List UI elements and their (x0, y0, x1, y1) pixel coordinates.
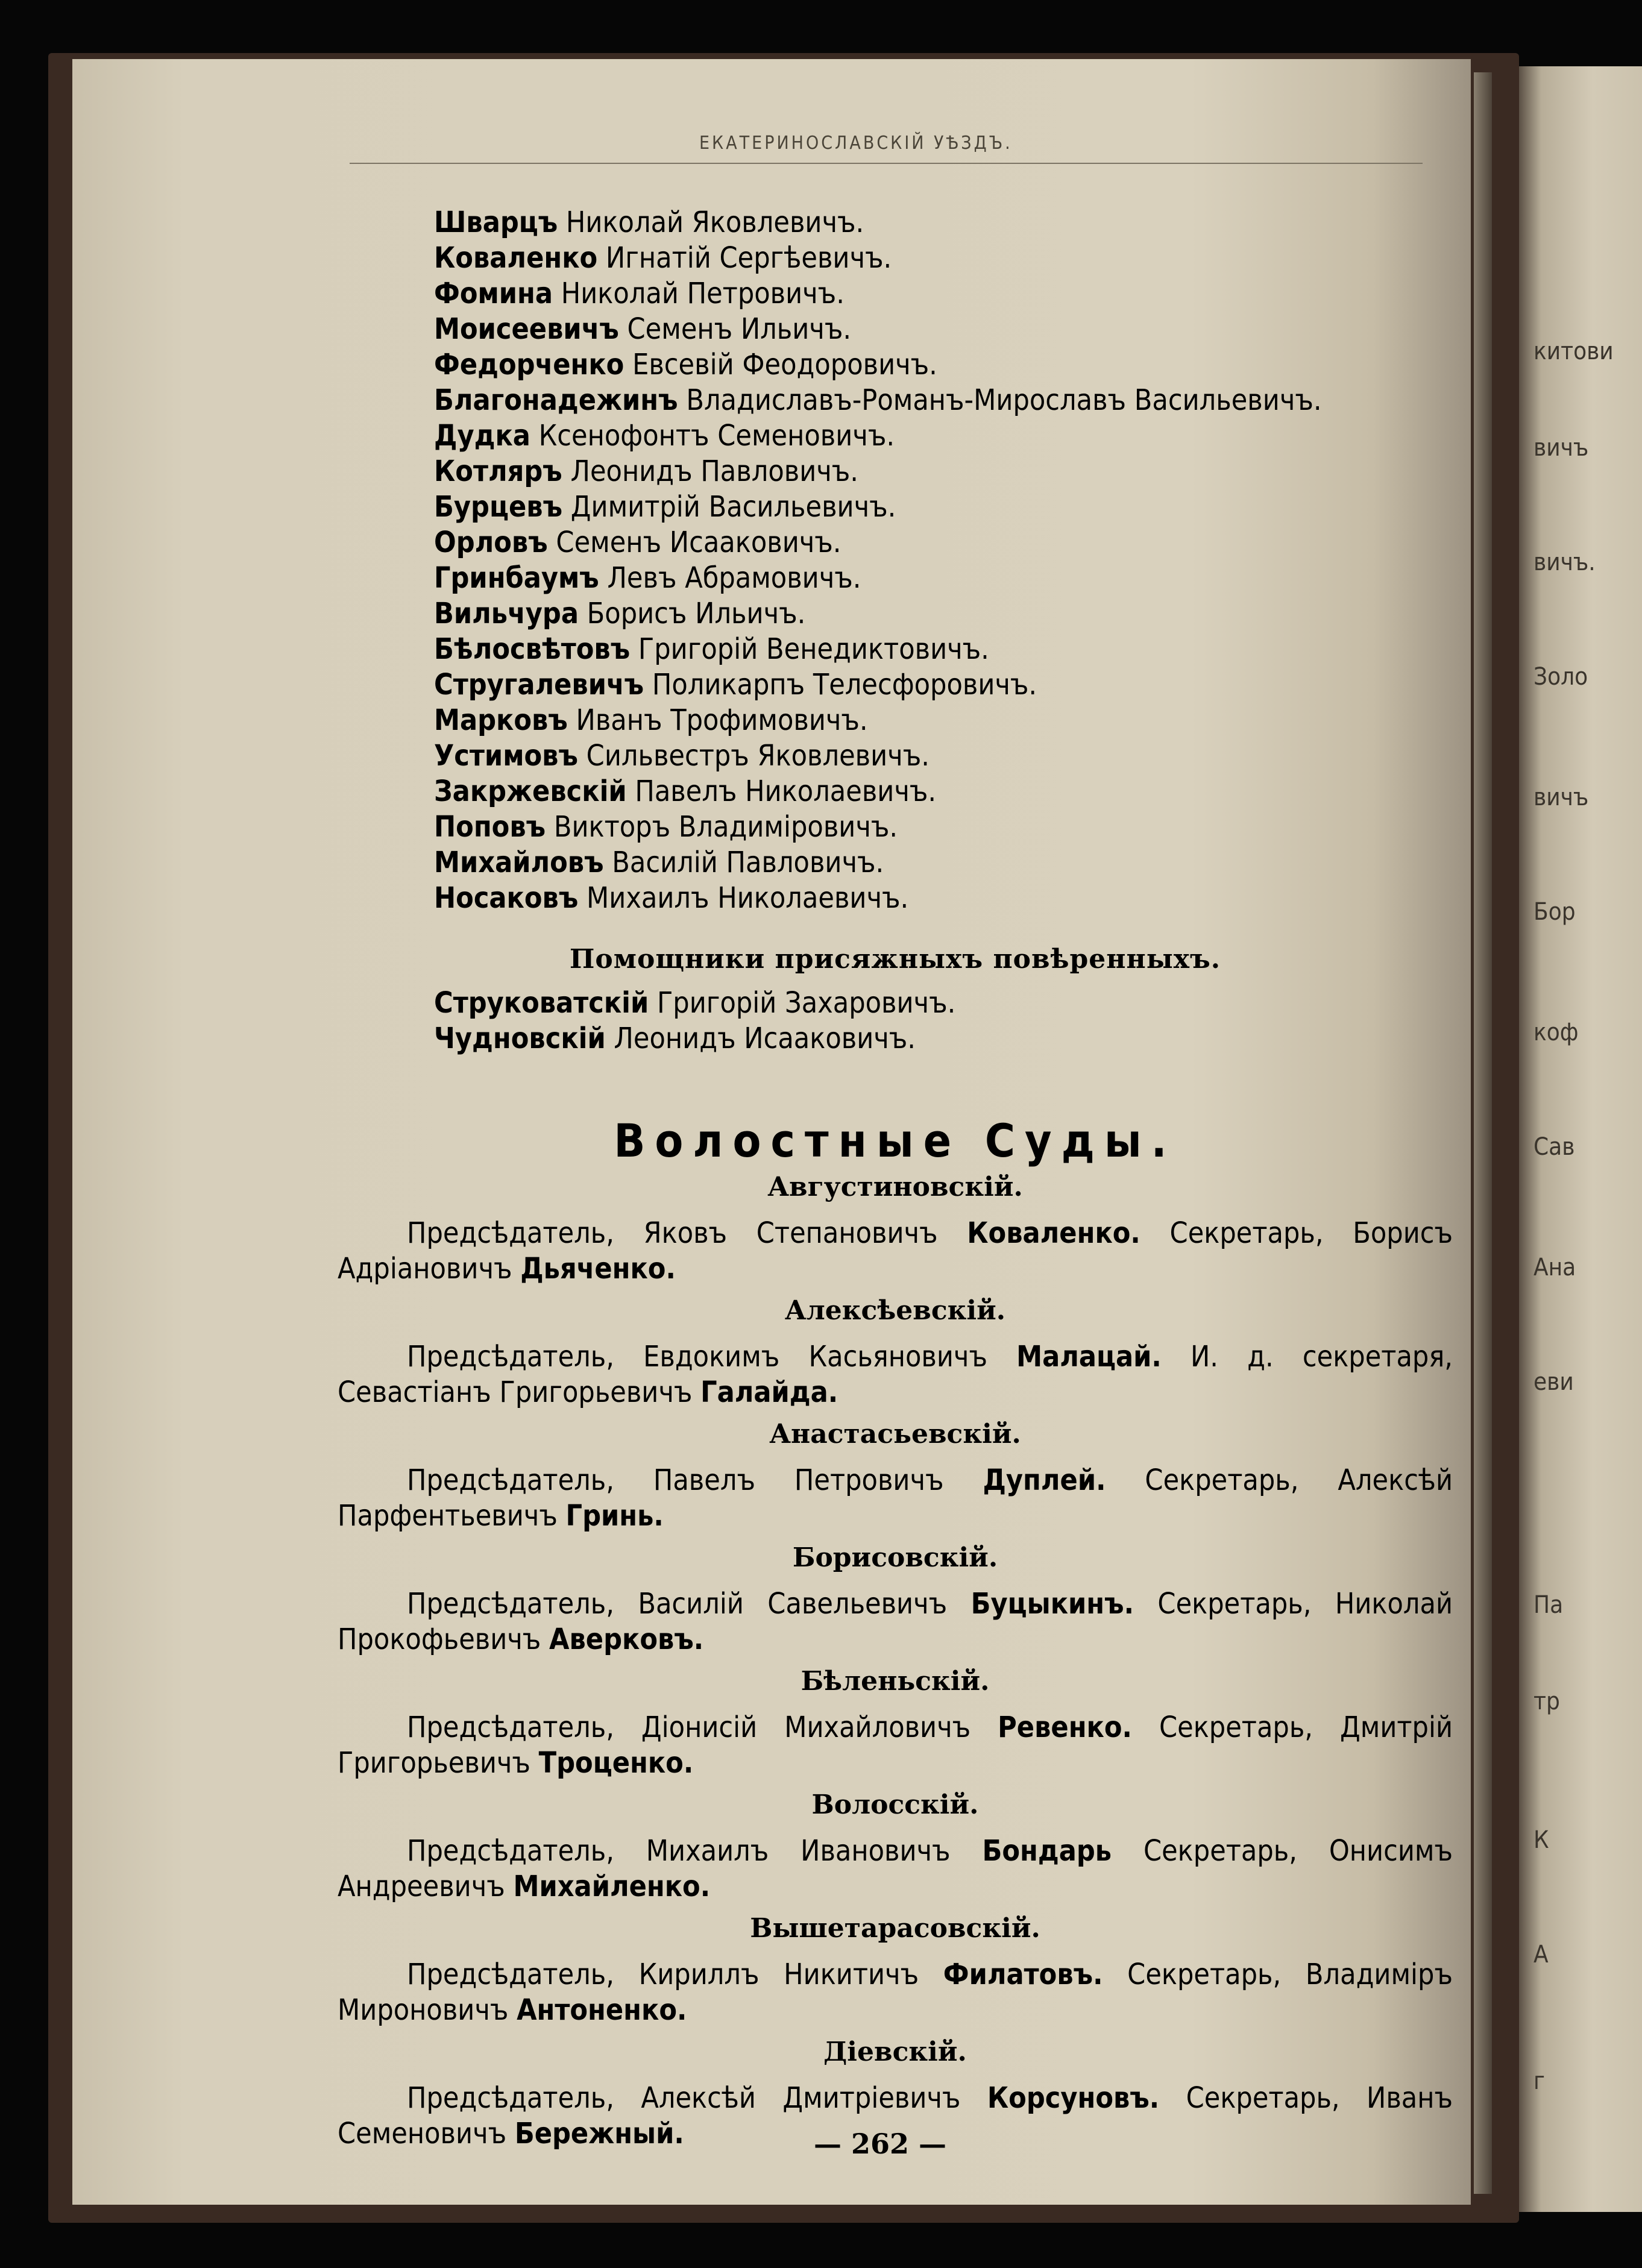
officer-text: Секретарь, Иванъ Семеновичъ (338, 2081, 1453, 2150)
court-officers (338, 1710, 1453, 1781)
court-officers (338, 1216, 1453, 1287)
surname: Гринбаумъ (434, 561, 599, 595)
given-names: Павелъ Николаевичъ. (626, 774, 937, 808)
officer-text: Секретарь, Николай Прокофьевичъ (338, 1587, 1453, 1656)
officer-text: Предсѣдатель, Павелъ Петровичъ (407, 1463, 983, 1497)
right-page-fragment: К (1533, 1826, 1549, 1854)
court-officers (338, 1586, 1453, 1657)
officer-text: Секретарь, Дмитрій Григорьевичъ (338, 1710, 1453, 1780)
officer-text: Секретарь, Алексѣй Парфентьевичъ (338, 1463, 1453, 1533)
officer-text: Предсѣдатель, Евдокимъ Касьяновичъ (407, 1340, 1017, 1374)
court-officers (338, 1463, 1453, 1534)
name-entry (338, 1021, 1453, 1057)
name-entry (338, 845, 1453, 881)
running-head: ЕКАТЕРИНОСЛАВСКІЙ УѢЗДЪ. (699, 133, 1013, 154)
surname: Поповъ (434, 810, 546, 844)
court-name: Анастасьевскій. (769, 1419, 1021, 1450)
name-entry (338, 985, 1453, 1021)
officer-surname: Дуплей. (983, 1463, 1106, 1497)
surname: Котляръ (434, 454, 562, 488)
given-names: Леонидъ Исааковичъ. (605, 1022, 916, 1055)
officer-text: И. д. секретаря, Севастіанъ Григорьевичъ (338, 1340, 1453, 1409)
courts-list (338, 1169, 1453, 2152)
court-name: Волосскій. (811, 1789, 979, 1820)
name-entry (338, 418, 1453, 454)
officer-surname: Михайленко. (513, 1870, 711, 1903)
officer-text: Предсѣдатель, Яковъ Степановичъ (407, 1216, 967, 1250)
surname: Коваленко (434, 241, 598, 275)
given-names: Сильвестръ Яковлевичъ. (577, 739, 930, 773)
given-names: Викторъ Владиміровичъ. (546, 810, 898, 844)
officer-text: Предсѣдатель, Кириллъ Никитичъ (407, 1958, 943, 1991)
surname: Орловъ (434, 526, 548, 559)
given-names: Семенъ Исааковичъ. (547, 526, 841, 559)
right-page-fragment: коф (1533, 1019, 1579, 1046)
page-content (338, 205, 1453, 2158)
given-names: Ксенофонтъ Семеновичъ. (530, 419, 895, 453)
given-names: Владиславъ-Романъ-Мирославъ Васильевичъ. (678, 383, 1322, 417)
surname: Струковатскій (434, 986, 649, 1020)
surname: Стругалевичъ (434, 668, 644, 702)
name-entry (338, 667, 1453, 703)
right-page-fragment: Бор (1533, 898, 1576, 926)
given-names: Борисъ Ильичъ. (578, 597, 806, 630)
officer-surname: Корсуновъ. (987, 2081, 1160, 2115)
name-entry (338, 383, 1453, 418)
name-entry (338, 738, 1453, 774)
name-entry (338, 525, 1453, 561)
officer-surname: Бондарь (982, 1834, 1112, 1868)
name-entry (338, 561, 1453, 596)
given-names: Леонидъ Павловичъ. (562, 454, 858, 488)
names-list-1 (338, 205, 1453, 916)
right-page-fragment: Золо (1533, 663, 1588, 691)
officer-surname: Галайда. (700, 1375, 838, 1409)
surname: Федорченко (434, 348, 624, 382)
surname: Вильчура (434, 597, 579, 630)
surname: Шварцъ (434, 206, 558, 239)
name-entry (338, 454, 1453, 489)
given-names: Иванъ Трофимовичъ. (567, 703, 868, 737)
given-names: Евсевій Феодоровичъ. (624, 348, 937, 382)
officer-text: Предсѣдатель, Василій Савельевичъ (407, 1587, 971, 1621)
court-name: Алексѣевскій. (784, 1295, 1006, 1326)
given-names: Семенъ Ильичъ. (618, 312, 852, 346)
right-page-fragment: тр (1533, 1688, 1560, 1715)
right-page-fragment: вичъ (1533, 434, 1589, 462)
court-name: Діевскій. (823, 2037, 967, 2067)
surname: Дудка (434, 419, 530, 453)
right-page-fragment: вичъ (1533, 784, 1589, 811)
right-page-fragment: Ана (1533, 1254, 1576, 1281)
officer-surname: Гринь. (565, 1499, 664, 1533)
court-officers (338, 1339, 1453, 1410)
name-entry (338, 774, 1453, 809)
header-rule (350, 163, 1423, 166)
surname: Чудновскій (434, 1022, 606, 1055)
name-entry (338, 347, 1453, 383)
names-list-2 (338, 985, 1453, 1057)
officer-surname: Дьяченко. (520, 1252, 676, 1286)
right-page-fragment: г (1533, 2067, 1545, 2095)
officer-text: Предсѣдатель, Алексѣй Дмитріевичъ (407, 2081, 987, 2115)
officer-text: Секретарь, Владиміръ Мироновичъ (338, 1958, 1453, 2027)
surname: Закржевскій (434, 774, 627, 808)
surname: Устимовъ (434, 739, 578, 773)
surname: Носаковъ (434, 881, 579, 915)
court-officers (338, 1957, 1453, 2028)
surname: Благонадежинъ (434, 383, 678, 417)
right-page-fragment: еви (1533, 1368, 1574, 1396)
given-names: Василій Павловичъ. (603, 846, 884, 879)
name-entry (338, 276, 1453, 312)
officer-surname: Малацай. (1016, 1340, 1162, 1374)
officer-surname: Бережный. (514, 2117, 684, 2150)
name-entry (338, 632, 1453, 667)
right-page-fragment: Па (1533, 1591, 1564, 1619)
surname: Бурцевъ (434, 490, 563, 524)
name-entry (338, 809, 1453, 845)
given-names: Левъ Абрамовичъ. (599, 561, 861, 595)
given-names: Игнатій Сергѣевичъ. (597, 241, 892, 275)
officer-text: Предсѣдатель, Михаилъ Ивановичъ (407, 1834, 983, 1868)
court-name: Борисовскій. (792, 1542, 998, 1573)
surname: Марковъ (434, 703, 568, 737)
given-names: Григорій Венедиктовичъ. (630, 632, 989, 666)
officer-text: Секретарь, Онисимъ Андреевичъ (338, 1834, 1453, 1903)
officer-text: Предсѣдатель, Діонисій Михайловичъ (407, 1710, 998, 1744)
right-page-fragment: А (1533, 1941, 1549, 1968)
surname: Михайловъ (434, 846, 604, 879)
officer-surname: Ревенко. (998, 1710, 1132, 1744)
given-names: Михаилъ Николаевичъ. (578, 881, 909, 915)
courts-heading: Волостные Суды. (614, 1114, 1177, 1167)
court-name: Вышетарасовскій. (750, 1913, 1040, 1944)
surname: Бѣлосвѣтовъ (434, 632, 631, 666)
officer-text: Секретарь, Борисъ Адріановичъ (338, 1216, 1453, 1286)
given-names: Димитрій Васильевичъ. (562, 490, 896, 524)
given-names: Григорій Захаровичъ. (649, 986, 956, 1020)
given-names: Николай Яковлевичъ. (558, 206, 864, 239)
court-name: Августиновскій. (767, 1172, 1023, 1202)
right-page-fragment: вичъ. (1533, 548, 1596, 576)
officer-surname: Коваленко. (967, 1216, 1140, 1250)
name-entry (338, 312, 1453, 347)
officer-surname: Троценко. (538, 1746, 694, 1780)
given-names: Николай Петровичъ. (553, 277, 845, 310)
name-entry (338, 596, 1453, 632)
given-names: Поликарпъ Телесфоровичъ. (644, 668, 1037, 702)
name-entry (338, 240, 1453, 276)
name-entry (338, 703, 1453, 738)
right-page-fragment: китови (1533, 338, 1614, 365)
page-gutter (1474, 72, 1492, 2194)
officer-surname: Аверковъ. (549, 1622, 704, 1656)
surname: Фомина (434, 277, 553, 310)
name-entry (338, 205, 1453, 240)
officer-surname: Филатовъ. (943, 1958, 1103, 1991)
name-entry (338, 881, 1453, 916)
officer-surname: Буцыкинъ. (970, 1587, 1134, 1621)
right-page (1519, 66, 1642, 2212)
name-entry (338, 489, 1453, 525)
court-name: Бѣленьскій. (801, 1666, 990, 1697)
right-page-fragment: Сав (1533, 1133, 1575, 1161)
officer-surname: Антоненко. (517, 1993, 687, 2027)
page-number: — 262 — (814, 2128, 947, 2160)
court-officers (338, 1833, 1453, 1905)
assistants-heading: Помощники присяжныхъ повѣренныхъ. (569, 944, 1221, 975)
surname: Моисеевичъ (434, 312, 619, 346)
